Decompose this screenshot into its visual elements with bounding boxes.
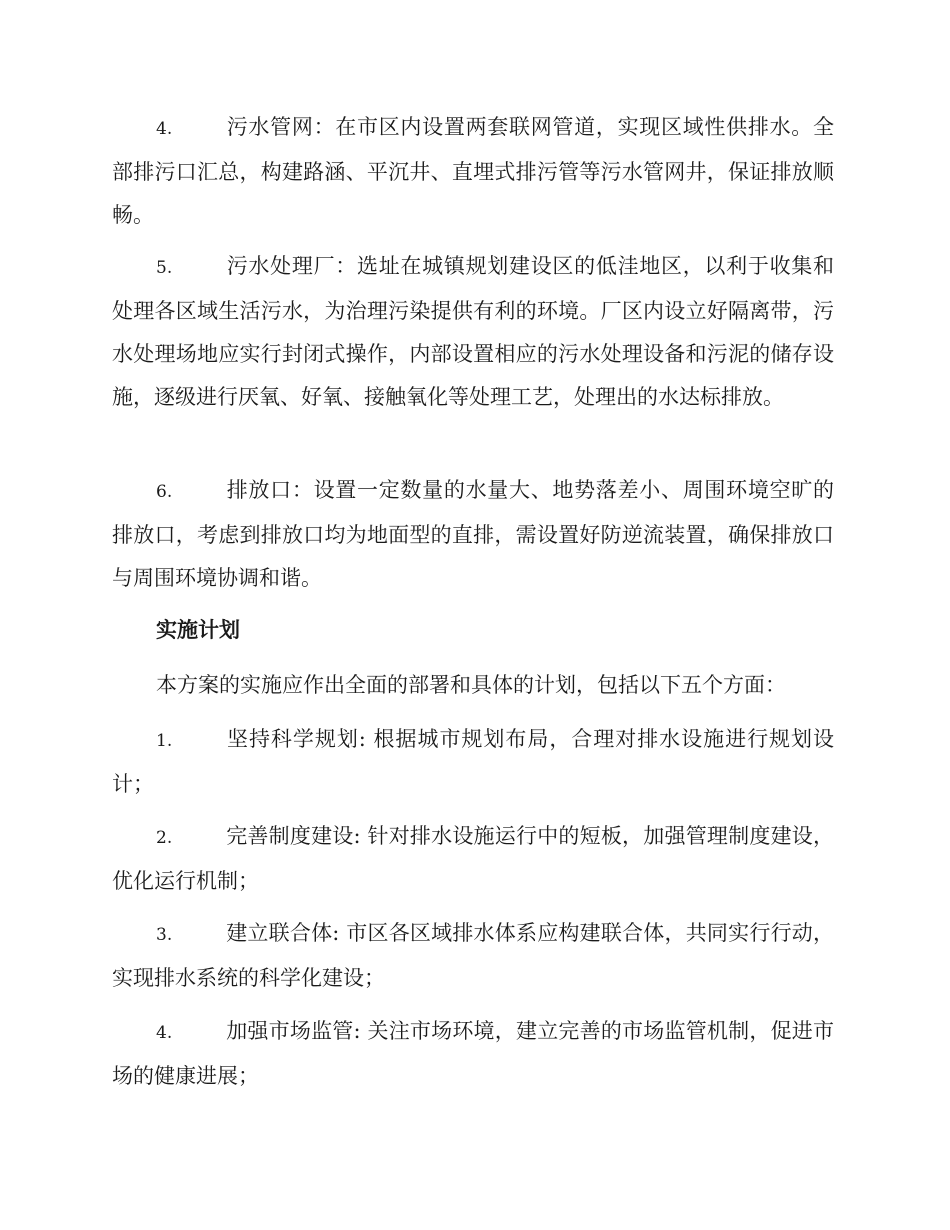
intro-paragraph: 本方案的实施应作出全面的部署和具体的计划，包括以下五个方面： — [156, 673, 786, 697]
list-item — [112, 1010, 834, 1098]
list-number: 3. — [156, 925, 173, 945]
list-item — [112, 469, 834, 600]
list-number: 5. — [156, 258, 173, 278]
list-text: 加强市场监管: 关注市场环境，建立完善的市场监管机制，促进市场的健康进展； — [112, 1019, 834, 1088]
list-number: 6. — [156, 482, 173, 502]
list-number: 4. — [156, 119, 173, 139]
list-text: 污水管网：在市区内设置两套联网管道，实现区域性供排水。全部排污口汇总，构建路涵、平沉井、直埋式排污管等污水管网井，保证排放顺畅。 — [112, 115, 834, 227]
list-text: 完善制度建设: 针对排水设施运行中的短板，加强管理制度建设，优化运行机制； — [112, 824, 834, 893]
list-item — [112, 815, 834, 903]
list-item — [112, 106, 834, 237]
list-text: 排放口：设置一定数量的水量大、地势落差小、周围环境空旷的排放口，考虑到排放口均为地面型的直排，需设置好防逆流装置，确保排放口与周围环境协调和谐。 — [112, 478, 834, 590]
list-number: 4. — [156, 1023, 173, 1043]
list-number: 2. — [156, 828, 173, 848]
list-text: 污水处理厂：选址在城镇规划建设区的低洼地区，以利于收集和处理各区域生活污水，为治理污染提供有利的环境。厂区内设立好隔离带，污水处理场地应实行封闭式操作，内部设置相应的污水处理设备和污泥的储存设施，逐级进行厌氧、好氧、接触氧化等处理工艺，处理出的水达标排放。 — [112, 254, 834, 409]
list-number: 1. — [156, 731, 173, 751]
list-item — [112, 718, 834, 806]
section-heading: 实施计划 — [156, 618, 240, 642]
list-item — [112, 245, 834, 419]
list-text: 坚持科学规划: 根据城市规划布局，合理对排水设施进行规划设计； — [112, 727, 834, 796]
list-item — [112, 912, 834, 1000]
list-text: 建立联合体: 市区各区域排水体系应构建联合体，共同实行行动，实现排水系统的科学化建设； — [112, 921, 834, 990]
